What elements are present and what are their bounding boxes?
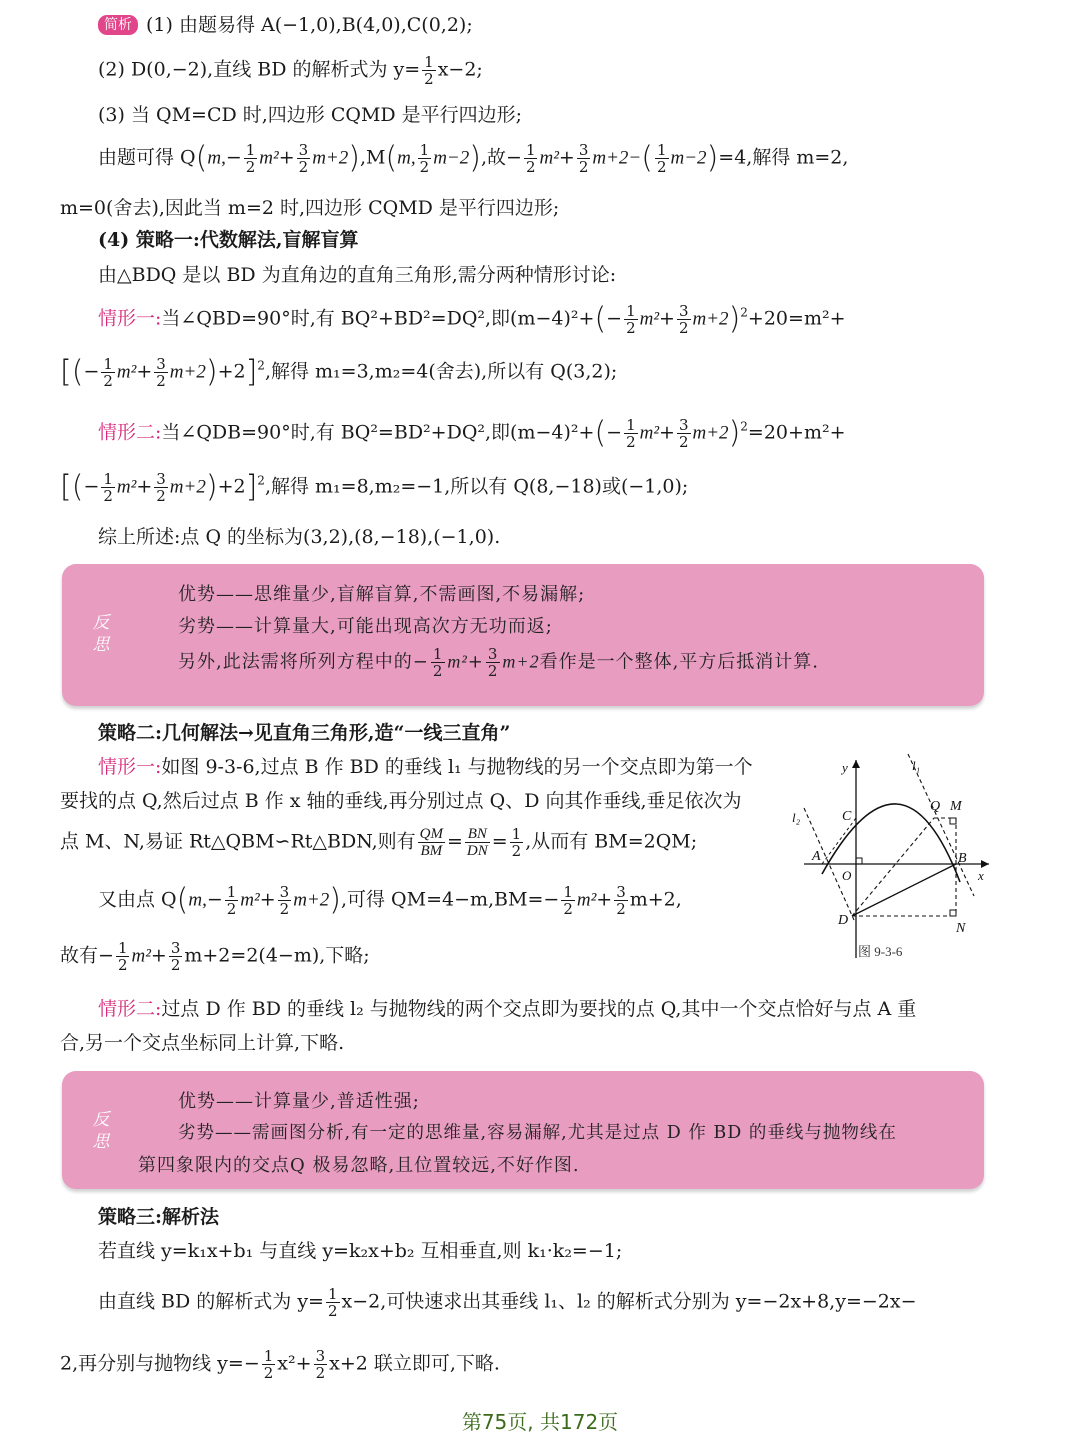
s2-line-1: 情形一:如图 9-3-6,过点 B 作 BD 的垂线 l₁ 与抛物线的另一个交点即为第一个 — [98, 756, 753, 778]
s2-line-3: 点 M、N,易证 Rt△QBM∽Rt△BDN,则有 $\frac{QM}{BM}$ = $\frac{BN}{DN}$ = $\frac{1}{2}$ ,从而有 BM=2QM; — [60, 825, 698, 860]
strategy-3-heading: 策略三:解析法 — [98, 1206, 220, 1228]
label-o: O — [842, 868, 852, 883]
s2-line-2: 要找的点 Q,然后过点 B 作 x 轴的垂线,再分别过点 Q、D 向其作垂线,垂足依次为 — [60, 790, 742, 812]
box2-disadvantage: 劣势——需画图分析,有一定的思维量,容易漏解,尤其是过点 D 作 BD 的垂线与抛物线在 — [178, 1123, 897, 1143]
analysis-line-5: m=0(舍去),因此当 m=2 时,四边形 CQMD 是平行四边形; — [60, 197, 560, 219]
right-angle-m — [950, 818, 956, 824]
box1-disadvantage: 劣势——计算量大,可能出现高次方无功而返; — [178, 616, 553, 637]
label-y: y — [842, 760, 848, 775]
s2-line-5: 故有− $\frac{1}{2}$ m²+ $\frac{3}{2}$ m+2=2(4−m),下略; — [60, 939, 370, 974]
label-l2: l₂ — [792, 810, 801, 825]
case-1-line-1: 情形一:当∠QBD=90°时,有 BQ²+BD²=DQ²,即(m−4)²+(− $\frac{1}{2}$ m²+ $\frac{3}{2}$ m+2)$^2$+20=m²+ — [98, 301, 846, 337]
analysis-line-4: 由题可得 Q(m,− $\frac{1}{2}$ m²+ $\frac{3}{2}$ m+2),M(m, $\frac{1}{2}$ m−2),故− $\frac{1}{2}$ m²+ $\frac{3}{2}$ m+2−( $\frac{1}{2}$ m−2)=4,解得 m=2, — [98, 140, 849, 176]
segment-ac — [822, 818, 856, 864]
label-c: C — [842, 809, 852, 824]
s2-line-4: 又由点 Q(m,− $\frac{1}{2}$ m²+ $\frac{3}{2}$ m+2),可得 QM=4−m,BM=− $\frac{1}{2}$ m²+ $\frac{3}{2}$ m+2, — [98, 882, 682, 918]
label-m: M — [950, 799, 962, 814]
right-angle-o — [856, 858, 862, 864]
figure-caption: 图 9-3-6 — [858, 944, 903, 959]
strategy-2-heading: 策略二:几何解法→见直角三角形,造“一线三直角” — [98, 722, 511, 744]
reflection-seal-2: 反思 — [92, 1110, 110, 1152]
label-q: Q — [930, 799, 941, 814]
analysis-line-3: (3) 当 QM=CD 时,四边形 CQMD 是平行四边形; — [98, 104, 523, 126]
y-axis-arrow — [852, 760, 860, 768]
case-2-line-2: [(− $\frac{1}{2}$ m²+ $\frac{3}{2}$ m+2)+2]$^2$,解得 m₁=8,m₂=−1,所以有 Q(8,−18)或(−1,0); — [60, 469, 689, 505]
box1-note: 另外,此法需将所列方程中的− $\frac{1}{2}$ m²+ $\frac{3}{2}$ m+2看作是一个整体,平方后抵消计算. — [178, 645, 820, 680]
box1-advantage: 优势——思维量少,盲解盲算,不需画图,不易漏解; — [178, 584, 586, 605]
s3-line-1: 若直线 y=k₁x+b₁ 与直线 y=k₂x+b₂ 互相垂直,则 k₁·k₂=−1; — [98, 1240, 623, 1262]
summary-line: 综上所述:点 Q 的坐标为(3,2),(8,−18),(−1,0). — [98, 526, 501, 548]
box2-note: 第四象限内的交点Q 极易忽略,且位置较远,不好作图. — [138, 1155, 580, 1176]
label-a: A — [812, 849, 821, 864]
label-d: D — [838, 913, 849, 928]
reflection-box-2 — [62, 1071, 984, 1189]
label-x: x — [978, 868, 984, 883]
figure-9-3-6 — [784, 748, 994, 964]
reflection-seal-1: 反思 — [92, 613, 110, 655]
s3-line-2: 由直线 BD 的解析式为 y= $\frac{1}{2}$ x−2,可快速求出其垂线 l₁、l₂ 的解析式分别为 y=−2x+8,y=−2x− — [98, 1285, 917, 1320]
segment-bd — [852, 864, 956, 916]
box2-advantage: 优势——计算量少,普适性强; — [178, 1091, 420, 1112]
s3-line-3: 2,再分别与抛物线 y=− $\frac{1}{2}$ x²+ $\frac{3}{2}$ x+2 联立即可,下略. — [60, 1347, 500, 1382]
label-b: B — [958, 851, 967, 866]
analysis-line-7: 由△BDQ 是以 BD 为直角边的直角三角形,需分两种情形讨论: — [98, 264, 617, 286]
label-l1: l₁ — [912, 758, 921, 773]
line-l1 — [908, 754, 974, 896]
case-1-line-2: [(− $\frac{1}{2}$ m²+ $\frac{3}{2}$ m+2)+2]$^2$,解得 m₁=3,m₂=4(舍去),所以有 Q(3,2); — [60, 354, 618, 390]
analysis-line-2: (2) D(0,−2),直线 BD 的解析式为 y= $\frac{1}{2}$ x−2; — [98, 53, 483, 88]
s2-case-2-line-1: 情形二:过点 D 作 BD 的垂线 l₂ 与抛物线的两个交点即为要找的点 Q,其中一个交点恰好与点 A 重 — [98, 998, 917, 1020]
jianxi-tag: 简析 — [98, 15, 138, 35]
case-2-line-1: 情形二:当∠QDB=90°时,有 BQ²=BD²+DQ²,即(m−4)²+(− $\frac{1}{2}$ m²+ $\frac{3}{2}$ m+2)$^2$=20+m²+ — [98, 415, 846, 451]
analysis-line-1: 简析 (1) 由题易得 A(−1,0),B(4,0),C(0,2); — [98, 14, 473, 37]
reflection-box-1 — [62, 564, 984, 706]
page-footer: 第75页, 共172页 — [461, 1410, 619, 1434]
label-n: N — [956, 921, 966, 936]
x-axis-arrow — [981, 860, 989, 868]
segment-dq — [852, 818, 934, 916]
right-angle-n — [950, 910, 956, 916]
fraction-half: $\frac{1}{2}$ — [424, 53, 434, 88]
s2-case-2-line-2: 合,另一个交点坐标同上计算,下略. — [60, 1032, 345, 1054]
strategy-1-heading: (4) 策略一:代数解法,盲解盲算 — [98, 229, 359, 251]
